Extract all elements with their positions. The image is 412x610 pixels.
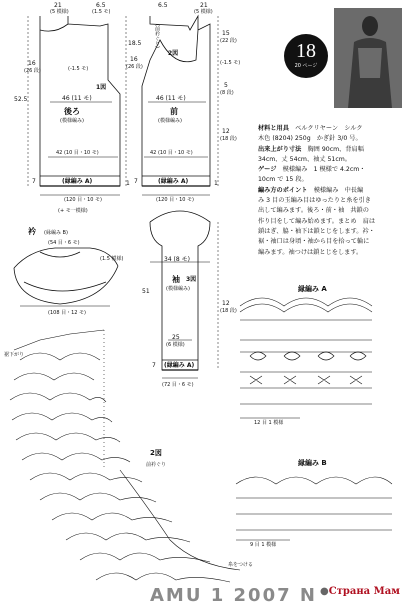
- front-subtitle: (模様編み): [158, 118, 182, 124]
- front-right-3b: (8 段): [220, 90, 234, 96]
- front-bottom-width: 42 (10 目・10 モ): [150, 150, 193, 156]
- sleeve-band-height: 7: [152, 362, 156, 369]
- chart-left-stitch-diagram: [10, 330, 240, 582]
- back-row-count: (26 段): [24, 68, 41, 74]
- sleeve-figure-label: 3図: [186, 276, 197, 283]
- front-height-3: (26 段): [126, 64, 143, 70]
- back-top-left-width: 21: [54, 2, 62, 9]
- watermark-text: Страна Мам: [328, 586, 400, 597]
- front-band-height: 7: [134, 178, 138, 185]
- front-right-4b: (18 段): [220, 136, 237, 142]
- watermark: [320, 586, 400, 597]
- sleeve-bottom-width: (72 目・6 モ): [162, 382, 194, 388]
- collar-subtitle: (縁編み B): [44, 230, 68, 236]
- front-top-right-width: 21: [200, 2, 208, 9]
- back-total-height: 52.5: [14, 96, 28, 103]
- back-top-right-width: 6.5: [96, 2, 106, 9]
- front-right-3: 5: [224, 82, 228, 89]
- sleeve-top-width: 34 (8 モ): [164, 256, 190, 263]
- sleeve-title: 袖: [172, 275, 180, 284]
- back-top-right-rows: (1.5 モ): [92, 9, 111, 15]
- collar-title: 衿: [28, 227, 36, 236]
- chart-b-repeat: 9 目 1 模様: [250, 542, 277, 548]
- points-text: 模様編み 中長編 み 3 目の玉編み目はゆったりと糸を引き 出して編みます。後ろ・前・袖 共鎖の 作り目をして編み始めます。まとめ 肩は 鎖はぎ、脇・袖下は鎖とじをします。衿・ 裾・袖口は身頃・袖から目を拾って輪に 編みます。袖つけは鎖とじをします。: [258, 186, 376, 256]
- points-label: 編み方のポイント: [258, 186, 308, 194]
- back-band-label: (縁編み A): [62, 178, 93, 185]
- magazine-footer: AMU 1 2007 N: [150, 585, 317, 606]
- chart-b-stitch-diagram: [236, 477, 392, 540]
- front-top-right-rows: (5 模様): [194, 9, 213, 15]
- sleeve-right-height: 12: [222, 300, 230, 307]
- chart-left-corner-label: 裾下がり: [4, 352, 25, 358]
- pattern-number: 18: [296, 40, 316, 62]
- front-height-1: 18.5: [128, 40, 142, 47]
- front-title: 前: [170, 107, 178, 116]
- sleeve-mid-width: 25: [172, 334, 180, 341]
- front-right-4: 12: [222, 128, 230, 135]
- chart-left-subtitle: 前衿ぐり: [146, 462, 167, 468]
- back-band-height: 7: [32, 178, 36, 185]
- front-neck-label: (前衿ぐり): [154, 24, 160, 48]
- gauge-text: 模様編み 1 模様で 4.2cm・ 10cm で 15 段。: [258, 166, 366, 184]
- back-subtitle: (模様編み): [60, 118, 84, 124]
- gauge-label: ゲージ: [258, 166, 277, 174]
- model-photo: [334, 8, 402, 108]
- chart-left-end-label: 糸をつける: [228, 562, 254, 568]
- chart-a-title: 縁編み A: [298, 285, 327, 293]
- chart-a-stitch-diagram: [240, 298, 372, 418]
- chart-b-title: 縁編み B: [298, 459, 327, 467]
- front-band-label: (縁編み A): [158, 178, 189, 185]
- sleeve-right-rows: (18 段): [220, 308, 237, 314]
- front-height-2: 16: [130, 56, 138, 63]
- back-decrease-note: (-1.5 モ): [68, 66, 89, 72]
- back-row-height: 16: [28, 60, 36, 67]
- back-bottom-width: 42 (10 目・10 モ): [56, 150, 99, 156]
- pattern-number-badge: [284, 34, 328, 78]
- size-label: 出来上がり寸法: [258, 145, 302, 153]
- watermark-dot: ●: [320, 586, 329, 597]
- back-top-left-rows: (5 模様): [50, 9, 69, 15]
- back-band-height-b: 1: [126, 180, 130, 187]
- front-right-1b: (22 段): [220, 38, 237, 44]
- materials-text: ベルクリヤーン シルク 木色 (8204) 250g かぎ針 3/0 号。: [258, 125, 363, 143]
- sleeve-outline: [150, 211, 218, 378]
- front-right-2: (-1.5 モ): [220, 60, 241, 66]
- materials-label: 材料と用具: [258, 125, 289, 132]
- collar-top-width: (54 目・6 モ): [48, 240, 80, 246]
- collar-height: (1.5 模様): [100, 256, 124, 262]
- back-piece-outline: [28, 16, 126, 195]
- size-text: 胸囲 90cm、背肩幅 34cm、丈 54cm、袖丈 51cm。: [258, 145, 364, 163]
- sleeve-mid-rows: (6 模様): [166, 342, 185, 348]
- back-mid-width: 46 (11 モ): [62, 95, 92, 102]
- front-right-1: 15: [222, 30, 230, 37]
- instructions-text: [258, 124, 404, 258]
- back-title: 後ろ: [64, 107, 80, 116]
- front-band-height-b: 1: [214, 180, 218, 187]
- sleeve-band-label: (縁編み A): [164, 362, 195, 369]
- front-mid-width: 46 (11 モ): [156, 95, 186, 102]
- page-reference: 20 ページ: [294, 63, 318, 69]
- collar-bottom-width: (108 目・12 モ): [48, 310, 86, 316]
- sleeve-subtitle: (模様編み): [166, 286, 190, 292]
- chart-a-repeat: 12 目 1 模様: [254, 420, 284, 426]
- front-band-width: (120 目・10 モ): [156, 197, 194, 203]
- front-top-left-width: 6.5: [158, 2, 168, 9]
- chart-left-figure: 2図: [150, 449, 162, 457]
- back-figure-label: 1図: [96, 84, 107, 91]
- model-silhouette-icon: [334, 8, 402, 108]
- back-band-width: (120 目・10 モ): [64, 197, 102, 203]
- front-figure-label: 2図: [168, 50, 179, 57]
- sleeve-height: 51: [142, 288, 150, 295]
- back-bottom-note: (+ モ一模様): [58, 208, 88, 214]
